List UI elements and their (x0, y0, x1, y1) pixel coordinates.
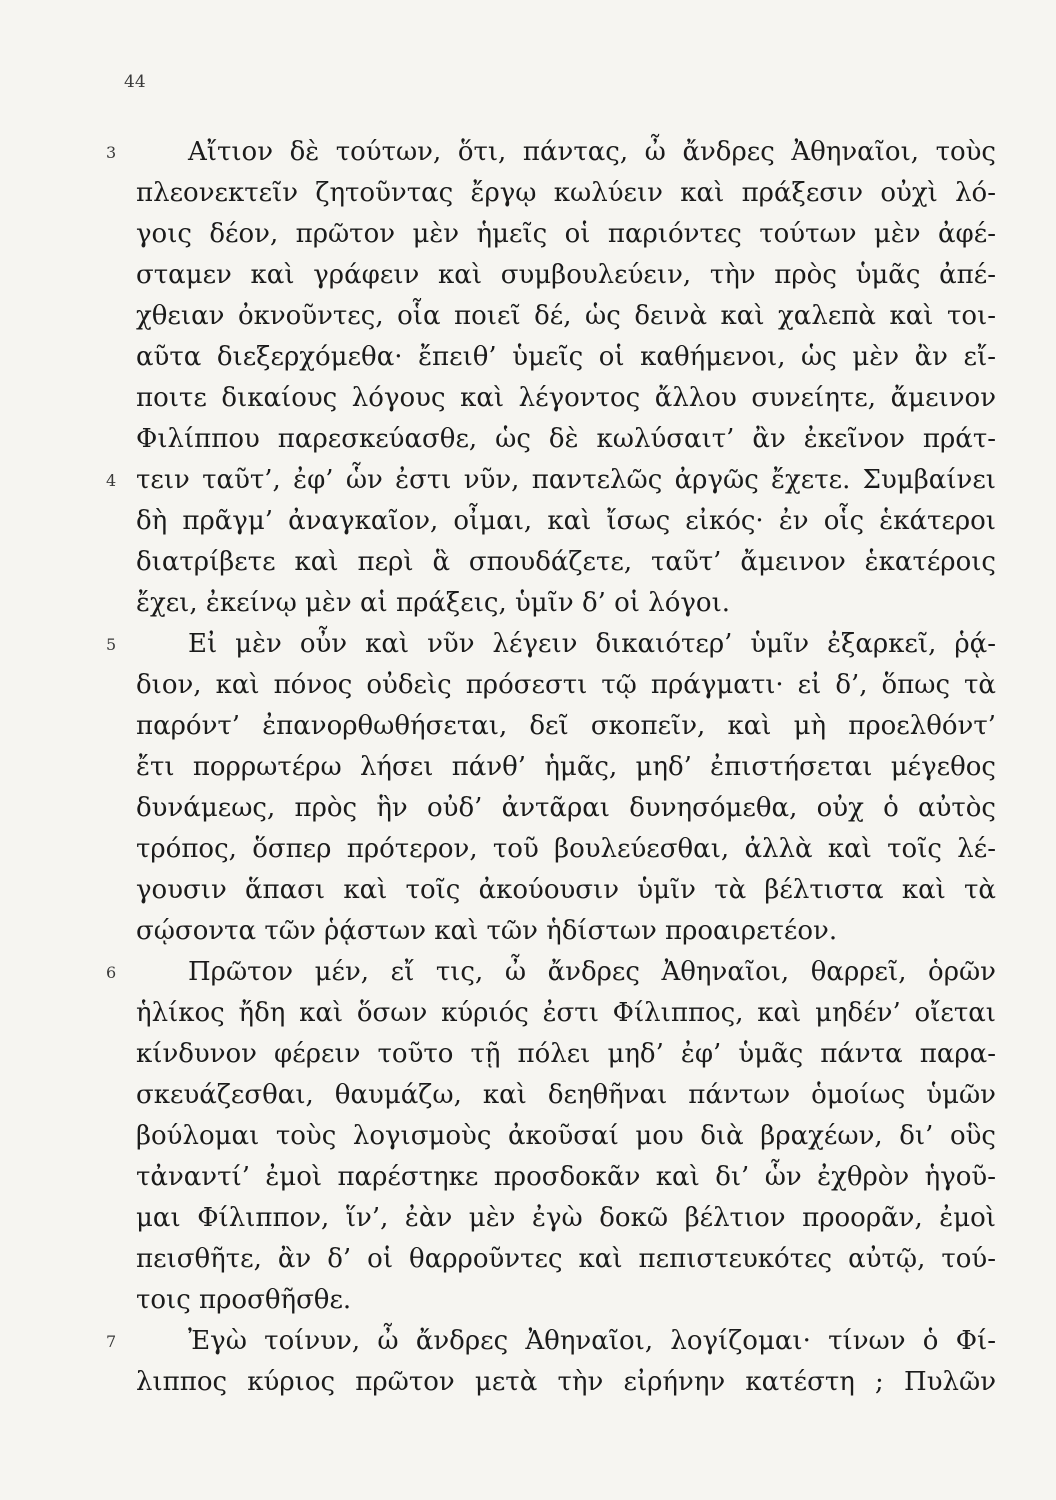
text-block (106, 132, 996, 1403)
page-number: 44 (124, 72, 146, 92)
text-line: πεισθῆτε, ἂν δ’ οἱ θαρροῦντες καὶ πεπιστευκότες αὐτῷ, τού- (136, 1244, 996, 1274)
text-line: τρόπος, ὅσπερ πρότερον, τοῦ βουλεύεσθαι, ἀλλὰ καὶ τοῖς λέ- (136, 834, 996, 864)
text-line: σταμεν καὶ γράφειν καὶ συμβουλεύειν, τὴν πρὸς ὑμᾶς ἀπέ- (136, 260, 996, 290)
line-text: Πρῶτον μέν, εἴ τις, ὦ ἄνδρες Ἀθηναῖοι, θαρρεῖ, ὁρῶν (188, 957, 996, 987)
line-text: Εἰ μὲν οὖν καὶ νῦν λέγειν δικαιότερ’ ὑμῖν ἐξαρκεῖ, ῥᾴ- (188, 629, 996, 659)
text-line: ἔχει, ἐκείνῳ μὲν αἱ πράξεις, ὑμῖν δ’ οἱ λόγοι. (136, 588, 731, 618)
section-number: 3 (106, 143, 117, 162)
section-number: 6 (106, 963, 117, 982)
text-line: τοις προσθῆσθε. (136, 1285, 352, 1315)
text-line: δὴ πρᾶγμ’ ἀναγκαῖον, οἶμαι, καὶ ἴσως εἰκός· ἐν οἷς ἑκάτεροι (136, 506, 996, 536)
text-line: διατρίβετε καὶ περὶ ἃ σπουδάζετε, ταῦτ’ ἄμεινον ἑκατέροις (136, 547, 996, 577)
text-line: πλεονεκτεῖν ζητοῦντας ἔργῳ κωλύειν καὶ πράξεσιν οὐχὶ λό- (136, 178, 996, 208)
section-number: 7 (106, 1332, 117, 1351)
text-line (106, 460, 996, 501)
text-line: παρόντ’ ἐπανορθωθήσεται, δεῖ σκοπεῖν, καὶ μὴ προελθόντ’ (136, 711, 996, 741)
text-line (106, 624, 996, 665)
text-line: αῦτα διεξερχόμεθα· ἔπειθ’ ὑμεῖς οἱ καθήμενοι, ὡς μὲν ἂν εἴ- (136, 342, 996, 372)
text-line: κίνδυνον φέρειν τοῦτο τῇ πόλει μηδ’ ἐφ’ ὑμᾶς πάντα παρα- (136, 1039, 996, 1069)
text-line (106, 1321, 996, 1362)
text-line: γοις δέον, πρῶτον μὲν ἡμεῖς οἱ παριόντες τούτων μὲν ἀφέ- (136, 219, 996, 249)
text-line: λιππος κύριος πρῶτον μετὰ τὴν εἰρήνην κατέστη ; Πυλῶν (136, 1367, 996, 1397)
section-number: 5 (106, 635, 117, 654)
text-line (106, 952, 996, 993)
line-text: Αἴτιον δὲ τούτων, ὅτι, πάντας, ὦ ἄνδρες Ἀθηναῖοι, τοὺς (188, 137, 996, 167)
text-line: ἡλίκος ἤδη καὶ ὅσων κύριός ἐστι Φίλιππος, καὶ μηδέν’ οἴεται (136, 998, 996, 1028)
line-text: τειν ταῦτ’, ἐφ’ ὧν ἐστι νῦν, παντελῶς ἀργῶς ἔχετε. Συμβαίνει (136, 465, 996, 495)
text-line: ἔτι πορρωτέρω λήσει πάνθ’ ἡμᾶς, μηδ’ ἐπιστήσεται μέγεθος (136, 752, 996, 782)
text-line: διον, καὶ πόνος οὐδεὶς πρόσεστι τῷ πράγματι· εἰ δ’, ὅπως τὰ (136, 670, 996, 700)
section-number: 4 (106, 471, 117, 490)
text-line: Φιλίππου παρεσκεύασθε, ὡς δὲ κωλύσαιτ’ ἂν ἐκεῖνον πράτ- (136, 424, 996, 454)
text-line: ποιτε δικαίους λόγους καὶ λέγοντος ἄλλου συνείητε, ἄμεινον (136, 383, 996, 413)
line-text: Ἐγὼ τοίνυν, ὦ ἄνδρες Ἀθηναῖοι, λογίζομαι· τίνων ὁ Φί- (188, 1326, 996, 1356)
text-line: τἀναντί’ ἐμοὶ παρέστηκε προσδοκᾶν καὶ δι’ ὧν ἐχθρὸν ἡγοῦ- (136, 1162, 996, 1192)
text-line: σῴσοντα τῶν ῥᾴστων καὶ τῶν ἡδίστων προαιρετέον. (136, 916, 838, 946)
text-line: γουσιν ἅπασι καὶ τοῖς ἀκούουσιν ὑμῖν τὰ βέλτιστα καὶ τὰ (136, 875, 996, 905)
text-line: μαι Φίλιππον, ἵν’, ἐὰν μὲν ἐγὼ δοκῶ βέλτιον προορᾶν, ἐμοὶ (136, 1203, 996, 1233)
text-line: δυνάμεως, πρὸς ἣν οὐδ’ ἀντᾶραι δυνησόμεθα, οὐχ ὁ αὐτὸς (136, 793, 996, 823)
text-line (106, 132, 996, 173)
text-line: χθειαν ὀκνοῦντες, οἷα ποιεῖ δέ, ὡς δεινὰ καὶ χαλεπὰ καὶ τοι- (136, 301, 996, 331)
text-line: σκευάζεσθαι, θαυμάζω, καὶ δεηθῆναι πάντων ὁμοίως ὑμῶν (136, 1080, 996, 1110)
text-line: βούλομαι τοὺς λογισμοὺς ἀκοῦσαί μου διὰ βραχέων, δι’ οὓς (136, 1121, 996, 1151)
